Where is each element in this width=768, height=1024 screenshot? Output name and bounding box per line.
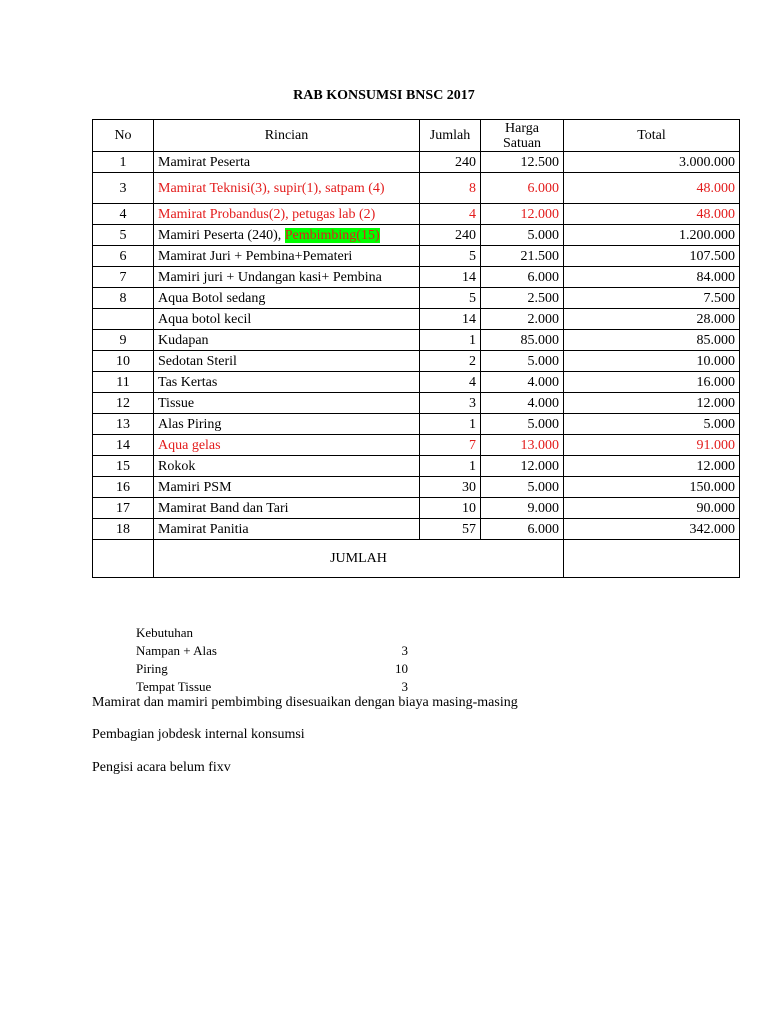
cell-rincian: Mamirat Panitia [154,519,420,540]
table-row [93,435,740,456]
cell-total: 85.000 [564,330,740,351]
cell-harga: 12.500 [481,152,564,173]
header-harga-line1: Harga [505,120,539,136]
table-row [93,372,740,393]
cell-total: 12.000 [564,393,740,414]
cell-rincian-text: Mamiri Peserta (240), [158,227,285,243]
cell-harga: 2.000 [481,309,564,330]
cell-total: 7.500 [564,288,740,309]
cell-jumlah: 1 [420,330,481,351]
table-row [93,204,740,225]
cell-no: 14 [93,435,154,456]
cell-no: 11 [93,372,154,393]
cell-no: 8 [93,288,154,309]
cell-no: 6 [93,246,154,267]
need-qty: 3 [401,643,408,658]
table-row [93,477,740,498]
cell-no [93,309,154,330]
cell-harga: 5.000 [481,414,564,435]
total-label: JUMLAH [154,540,564,578]
cell-jumlah: 14 [420,267,481,288]
header-no: No [93,120,154,152]
need-qty: 10 [395,661,408,676]
cell-harga: 5.000 [481,351,564,372]
need-qty: 3 [401,679,408,694]
table-header-row [93,120,740,152]
cell-no: 4 [93,204,154,225]
cell-no-empty [93,540,154,578]
cell-rincian: Mamiri juri + Undangan kasi+ Pembina [154,267,420,288]
cell-rincian: Aqua Botol sedang [154,288,420,309]
table-row [93,456,740,477]
cell-jumlah: 2 [420,351,481,372]
list-item [136,678,408,696]
cell-harga: 6.000 [481,267,564,288]
cell-total: 150.000 [564,477,740,498]
table-row [93,330,740,351]
cell-harga: 4.000 [481,372,564,393]
cell-harga: 13.000 [481,435,564,456]
page-title: RAB KONSUMSI BNSC 2017 [293,88,475,103]
cell-jumlah: 3 [420,393,481,414]
table-row [93,351,740,372]
cell-jumlah: 4 [420,204,481,225]
table-row [93,267,740,288]
table-row [93,519,740,540]
cell-jumlah: 240 [420,152,481,173]
cell-harga: 2.500 [481,288,564,309]
cell-jumlah: 240 [420,225,481,246]
cell-total: 3.000.000 [564,152,740,173]
cell-jumlah: 5 [420,288,481,309]
cell-total: 342.000 [564,519,740,540]
header-jumlah: Jumlah [420,120,481,152]
cell-no: 7 [93,267,154,288]
cell-total: 107.500 [564,246,740,267]
cell-no: 10 [93,351,154,372]
cell-no: 13 [93,414,154,435]
cell-rincian: Mamirat Juri + Pembina+Pemateri [154,246,420,267]
cell-rincian: Aqua botol kecil [154,309,420,330]
cell-harga: 6.000 [481,519,564,540]
note-2: Pembagian jobdesk internal konsumsi [92,727,305,742]
need-name: Nampan + Alas [136,643,217,658]
budget-table [92,119,740,578]
need-name: Piring [136,661,168,676]
cell-harga: 6.000 [481,173,564,204]
header-total: Total [564,120,740,152]
cell-total: 5.000 [564,414,740,435]
cell-rincian: Mamirat Teknisi(3), supir(1), satpam (4) [154,173,420,204]
note-3: Pengisi acara belum fixv [92,760,231,775]
table-row [93,393,740,414]
header-harga-line2: Satuan [502,135,542,151]
cell-jumlah: 7 [420,435,481,456]
list-item [136,642,408,660]
cell-total: 48.000 [564,204,740,225]
cell-jumlah: 5 [420,246,481,267]
table-row [93,246,740,267]
cell-total: 16.000 [564,372,740,393]
table-row [93,173,740,204]
cell-no: 15 [93,456,154,477]
cell-total: 91.000 [564,435,740,456]
cell-no: 12 [93,393,154,414]
cell-no: 16 [93,477,154,498]
header-rincian: Rincian [154,120,420,152]
needs-list [136,624,408,696]
cell-rincian: Mamiri PSM [154,477,420,498]
cell-rincian: Alas Piring [154,414,420,435]
cell-total: 10.000 [564,351,740,372]
cell-jumlah: 1 [420,456,481,477]
cell-total: 28.000 [564,309,740,330]
list-item [136,660,408,678]
cell-jumlah: 10 [420,498,481,519]
total-row [93,540,740,578]
cell-rincian: Rokok [154,456,420,477]
note-1: Mamirat dan mamiri pembimbing disesuaikan dengan biaya masing-masing [92,695,518,710]
cell-harga: 85.000 [481,330,564,351]
cell-no: 1 [93,152,154,173]
cell-rincian: Tas Kertas [154,372,420,393]
cell-rincian: Mamirat Probandus(2), petugas lab (2) [154,204,420,225]
cell-harga: 12.000 [481,456,564,477]
need-name: Tempat Tissue [136,679,212,694]
table-row [93,152,740,173]
cell-total: 90.000 [564,498,740,519]
table-row [93,414,740,435]
table-row [93,288,740,309]
cell-harga: 4.000 [481,393,564,414]
cell-total: 84.000 [564,267,740,288]
header-harga-satuan [481,120,564,152]
cell-jumlah: 8 [420,173,481,204]
cell-rincian: Aqua gelas [154,435,420,456]
cell-jumlah: 4 [420,372,481,393]
cell-rincian: Kudapan [154,330,420,351]
cell-harga: 5.000 [481,225,564,246]
needs-heading: Kebutuhan [136,625,194,640]
cell-total: 12.000 [564,456,740,477]
cell-jumlah: 57 [420,519,481,540]
total-value-empty [564,540,740,578]
cell-jumlah: 30 [420,477,481,498]
cell-jumlah: 1 [420,414,481,435]
cell-rincian: Mamirat Peserta [154,152,420,173]
cell-no: 9 [93,330,154,351]
table-row [93,498,740,519]
cell-no: 18 [93,519,154,540]
table-row [93,309,740,330]
cell-no: 5 [93,225,154,246]
cell-harga: 9.000 [481,498,564,519]
cell-total: 48.000 [564,173,740,204]
cell-rincian: Tissue [154,393,420,414]
cell-jumlah: 14 [420,309,481,330]
cell-rincian: Mamirat Band dan Tari [154,498,420,519]
cell-no: 3 [93,173,154,204]
cell-total: 1.200.000 [564,225,740,246]
cell-rincian [154,225,420,246]
highlighted-text: Pembimbing(15) [284,227,380,243]
cell-harga: 5.000 [481,477,564,498]
table-row [93,225,740,246]
cell-harga: 12.000 [481,204,564,225]
cell-no: 17 [93,498,154,519]
cell-rincian: Sedotan Steril [154,351,420,372]
cell-harga: 21.500 [481,246,564,267]
